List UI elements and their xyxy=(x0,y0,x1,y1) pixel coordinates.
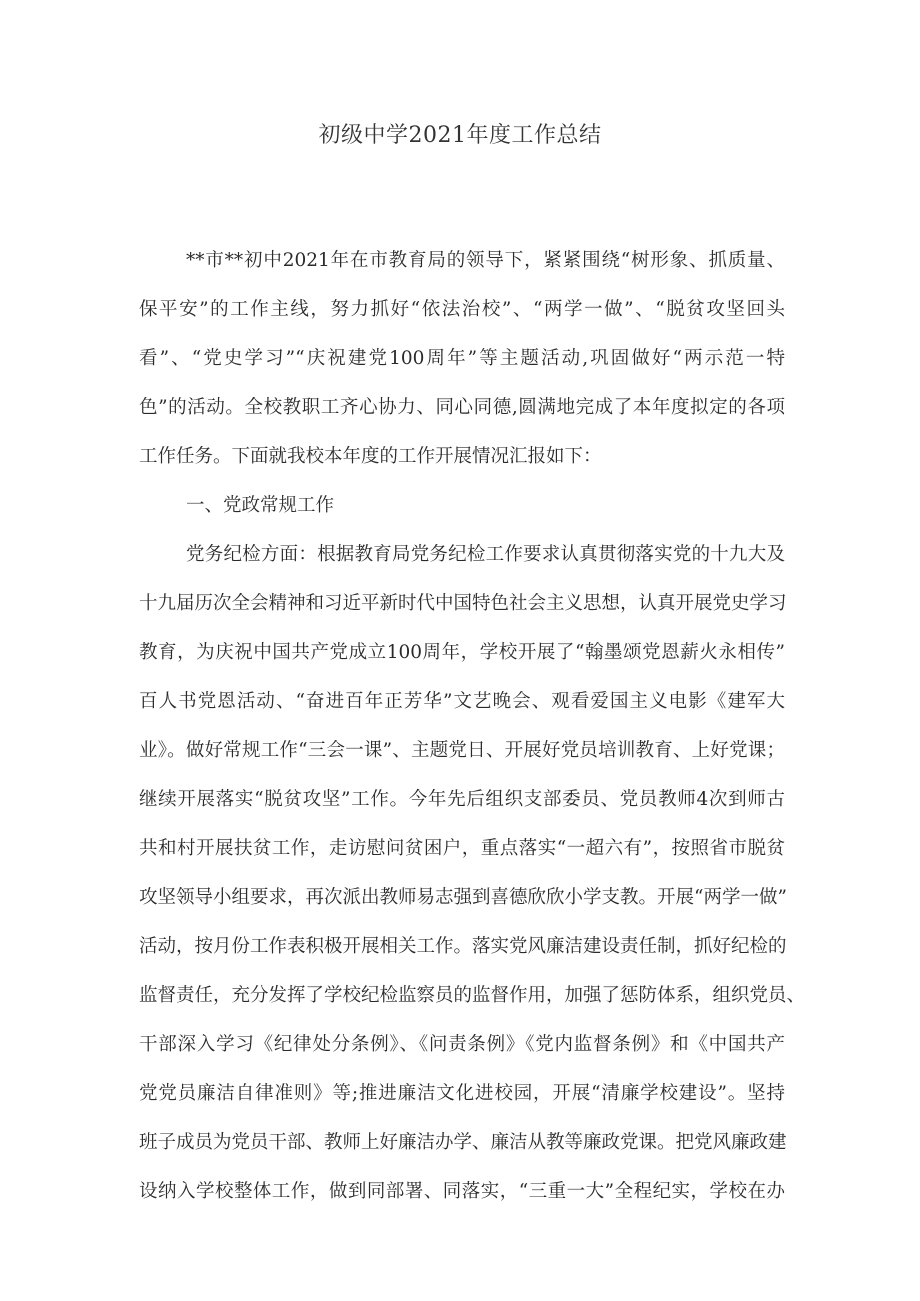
paragraph-line: **市**初中2021年在市教育局的领导下，紧紧围绕“树形象、抓质量、 xyxy=(186,250,785,271)
paragraph-line: 百人书党恩活动、“奋进百年正芳华”文艺晚会、观看爱国主义电影《建军大 xyxy=(139,691,785,712)
paragraph-line: 工作任务。下面就我校本年度的工作开展情况汇报如下： xyxy=(139,446,602,467)
paragraph-line: 攻坚领导小组要求，再次派出教师易志强到喜德欣欣小学支教。开展“两学一做” xyxy=(139,887,787,908)
paragraph-line: 十九届历次全会精神和习近平新时代中国特色社会主义思想，认真开展党史学习 xyxy=(139,593,787,614)
paragraph-line: 色”的活动。全校教职工齐心协力、同心同德,圆满地完成了本年度拟定的各项 xyxy=(139,397,785,418)
paragraph-line: 保平安”的工作主线，努力抓好“依法治校”、“两学一做”、“脱贫攻坚回头 xyxy=(139,299,785,320)
paragraph-line: 看”、“党史学习”“庆祝建党100周年”等主题活动,巩固做好“两示范一特 xyxy=(139,348,785,369)
paragraph-line: 班子成员为党员干部、教师上好廉洁办学、廉洁从教等廉政党课。把党风廉政建 xyxy=(139,1132,787,1153)
paragraph-line: 教育，为庆祝中国共产党成立100周年，学校开展了“翰墨颂党恩薪火永相传” xyxy=(139,642,785,663)
paragraph-line: 活动，按月份工作表积极开展相关工作。落实党风廉洁建设责任制，抓好纪检的 xyxy=(139,936,787,957)
paragraph-line: 党党员廉洁自律准则》等;推进廉洁文化进校园，开展“清廉学校建设”。坚持 xyxy=(139,1083,785,1104)
paragraph-line: 干部深入学习《纪律处分条例》、《问责条例》《党内监督条例》和《中国共产 xyxy=(139,1034,785,1055)
paragraph-line: 继续开展落实“脱贫攻坚”工作。今年先后组织支部委员、党员教师4次到师古 xyxy=(139,789,785,810)
document-title: 初级中学2021年度工作总结 xyxy=(318,123,602,148)
paragraph-line: 监督责任，充分发挥了学校纪检监察员的监督作用，加强了惩防体系，组织党员、 xyxy=(139,985,806,1006)
paragraph-line: 设纳入学校整体工作，做到同部署、同落实，“三重一大”全程纪实，学校在办 xyxy=(139,1181,785,1202)
section-heading: 一、党政常规工作 xyxy=(186,495,335,516)
paragraph-line: 业》。做好常规工作“三会一课”、主题党日、开展好党员培训教育、上好党课； xyxy=(139,740,785,761)
paragraph-line: 共和村开展扶贫工作，走访慰问贫困户，重点落实“一超六有”，按照省市脱贫 xyxy=(139,838,785,859)
paragraph-line: 党务纪检方面：根据教育局党务纪检工作要求认真贯彻落实党的十九大及 xyxy=(186,544,785,565)
